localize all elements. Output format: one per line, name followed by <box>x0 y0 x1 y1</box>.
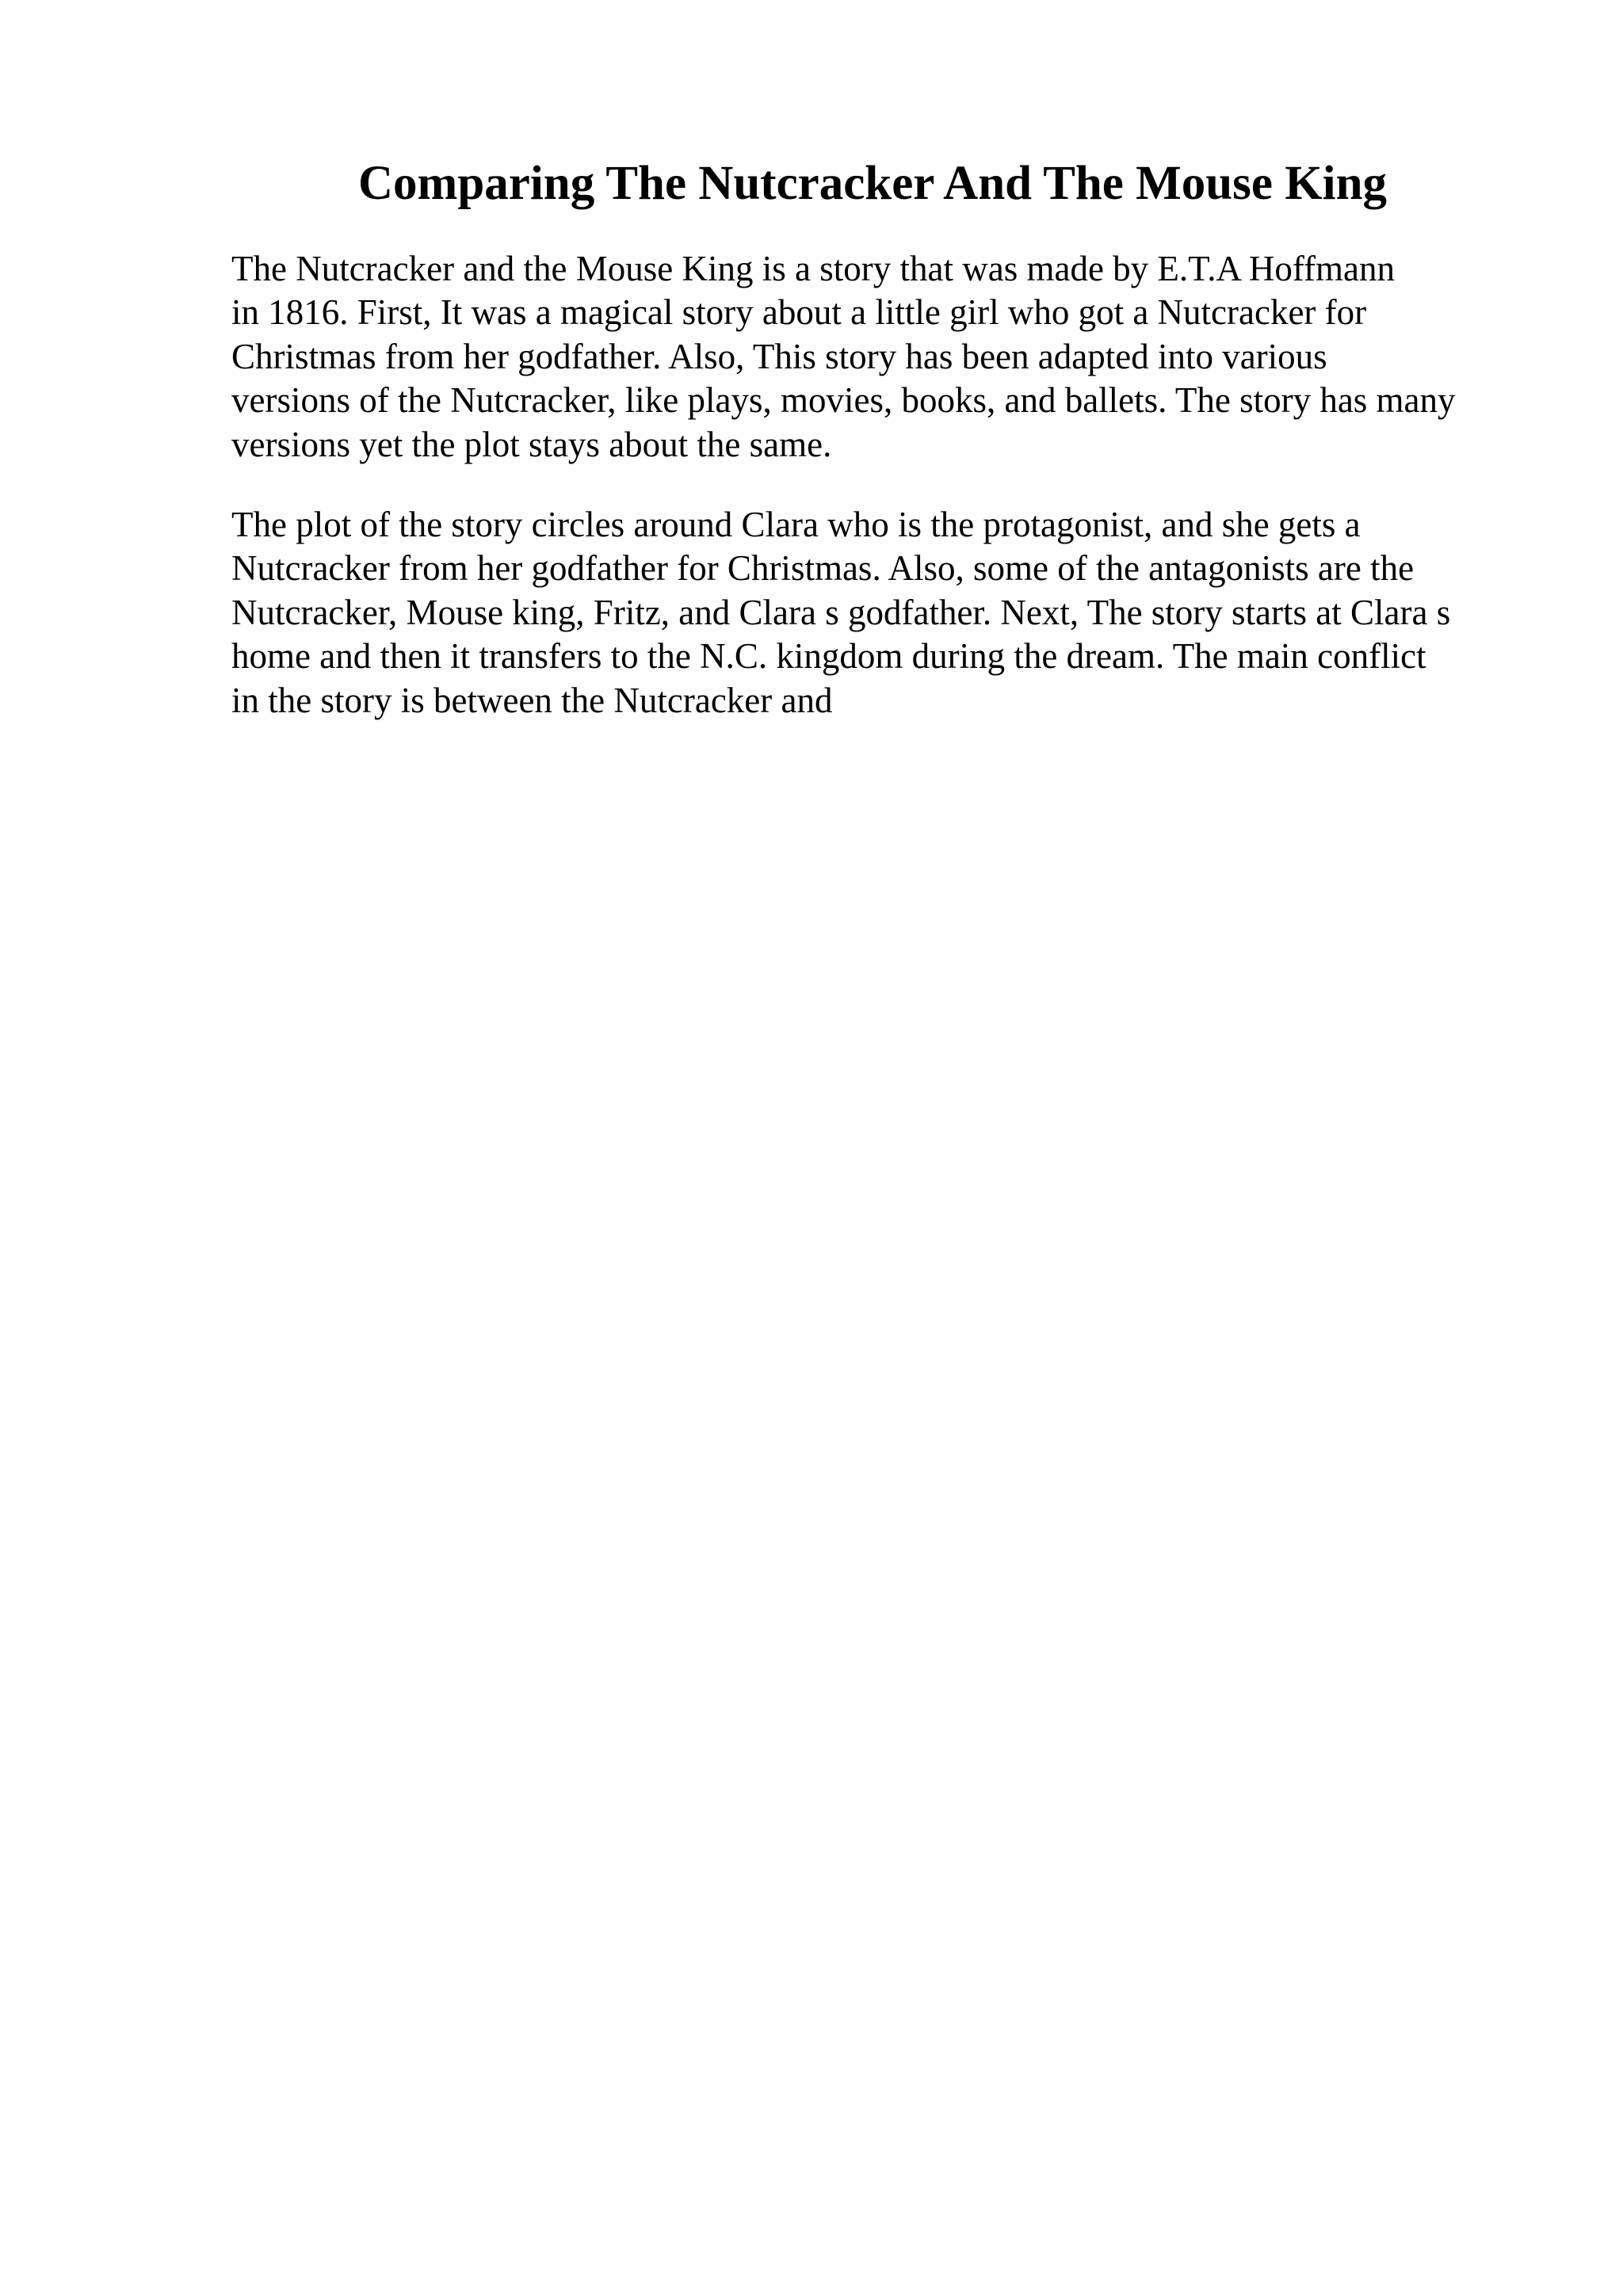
paragraph-line: versions of the Nutcracker, like plays, movies, books, and ballets. The story has many <box>231 380 1456 421</box>
paragraph-intro <box>231 247 1515 467</box>
paragraph-line: in 1816. First, It was a magical story about a little girl who got a Nutcracker for <box>231 292 1367 333</box>
paragraph-line: The Nutcracker and the Mouse King is a story that was made by E.T.A Hoffmann <box>231 249 1395 288</box>
paragraph-line: Nutcracker, Mouse king, Fritz, and Clara s godfather. Next, The story starts at Clara s <box>231 592 1451 632</box>
paragraph-plot <box>231 503 1515 723</box>
document-title: Comparing The Nutcracker And The Mouse King <box>357 157 1388 210</box>
paragraph-line: Christmas from her godfather. Also, This story has been adapted into various <box>231 336 1327 376</box>
paragraph-line: Nutcracker from her godfather for Christmas. Also, some of the antagonists are the <box>231 548 1415 589</box>
paragraph-line: in the story is between the Nutcracker and <box>231 680 833 720</box>
paragraph-line: home and then it transfers to the N.C. kingdom during the dream. The main conflict <box>231 636 1426 677</box>
paragraph-line: versions yet the plot stays about the same. <box>231 424 832 464</box>
paragraph-line: The plot of the story circles around Clara who is the protagonist, and she gets a <box>231 505 1361 544</box>
